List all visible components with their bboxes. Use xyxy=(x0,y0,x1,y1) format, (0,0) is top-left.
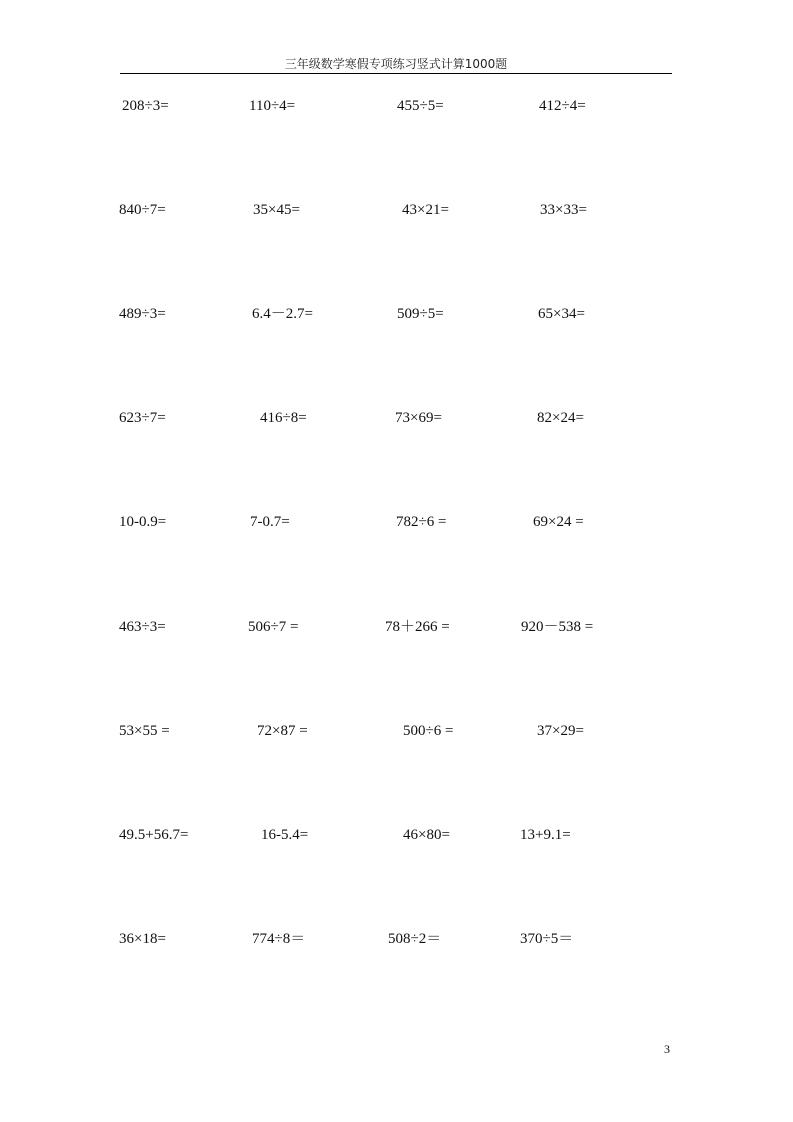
problem-item: 36×18= xyxy=(119,931,166,947)
problem-item: 463÷3= xyxy=(119,619,166,635)
problem-item: 33×33= xyxy=(540,202,587,218)
problem-item: 416÷8= xyxy=(260,410,307,426)
problem-item: 840÷7= xyxy=(119,202,166,218)
problem-row xyxy=(0,824,793,846)
problem-item: 53×55 = xyxy=(119,723,170,739)
problem-item: 774÷8＝ xyxy=(252,931,306,947)
problem-item: 782÷6 = xyxy=(396,514,447,530)
problem-item: 489÷3= xyxy=(119,306,166,322)
problem-item: 43×21= xyxy=(402,202,449,218)
problem-item: 7-0.7= xyxy=(250,514,290,530)
problem-item: 78＋266 = xyxy=(385,619,450,635)
problem-item: 65×34= xyxy=(538,306,585,322)
problem-item: 82×24= xyxy=(537,410,584,426)
problem-row xyxy=(0,303,793,325)
problem-item: 506÷7 = xyxy=(248,619,299,635)
problem-item: 49.5+56.7= xyxy=(119,827,189,843)
problem-item: 920－538 = xyxy=(521,619,594,635)
problem-row xyxy=(0,511,793,533)
problem-item: 455÷5= xyxy=(397,98,444,114)
problem-item: 73×69= xyxy=(395,410,442,426)
problem-item: 13+9.1= xyxy=(520,827,571,843)
header-rule xyxy=(120,73,672,74)
problem-item: 35×45= xyxy=(253,202,300,218)
problem-row xyxy=(0,199,793,221)
problem-item: 509÷5= xyxy=(397,306,444,322)
problem-row xyxy=(0,616,793,638)
problem-item: 16-5.4= xyxy=(261,827,309,843)
problem-row xyxy=(0,407,793,429)
problem-item: 208÷3= xyxy=(122,98,169,114)
problem-item: 69×24 = xyxy=(533,514,584,530)
header-title: 三年级数学寒假专项练习竖式计算1000题 xyxy=(284,57,508,71)
problem-item: 37×29= xyxy=(537,723,584,739)
problem-item: 6.4－2.7= xyxy=(252,306,313,322)
page-number: 3 xyxy=(664,1042,670,1056)
problem-item: 110÷4= xyxy=(249,98,296,114)
problem-item: 72×87 = xyxy=(257,723,308,739)
problem-item: 508÷2＝ xyxy=(388,931,442,947)
problem-item: 370÷5＝ xyxy=(520,931,574,947)
problem-item: 500÷6 = xyxy=(403,723,454,739)
problem-item: 412÷4= xyxy=(539,98,586,114)
problem-row xyxy=(0,928,793,950)
problem-row xyxy=(0,95,793,117)
problem-item: 623÷7= xyxy=(119,410,166,426)
problem-row xyxy=(0,720,793,742)
problem-item: 10-0.9= xyxy=(119,514,167,530)
problem-item: 46×80= xyxy=(403,827,450,843)
